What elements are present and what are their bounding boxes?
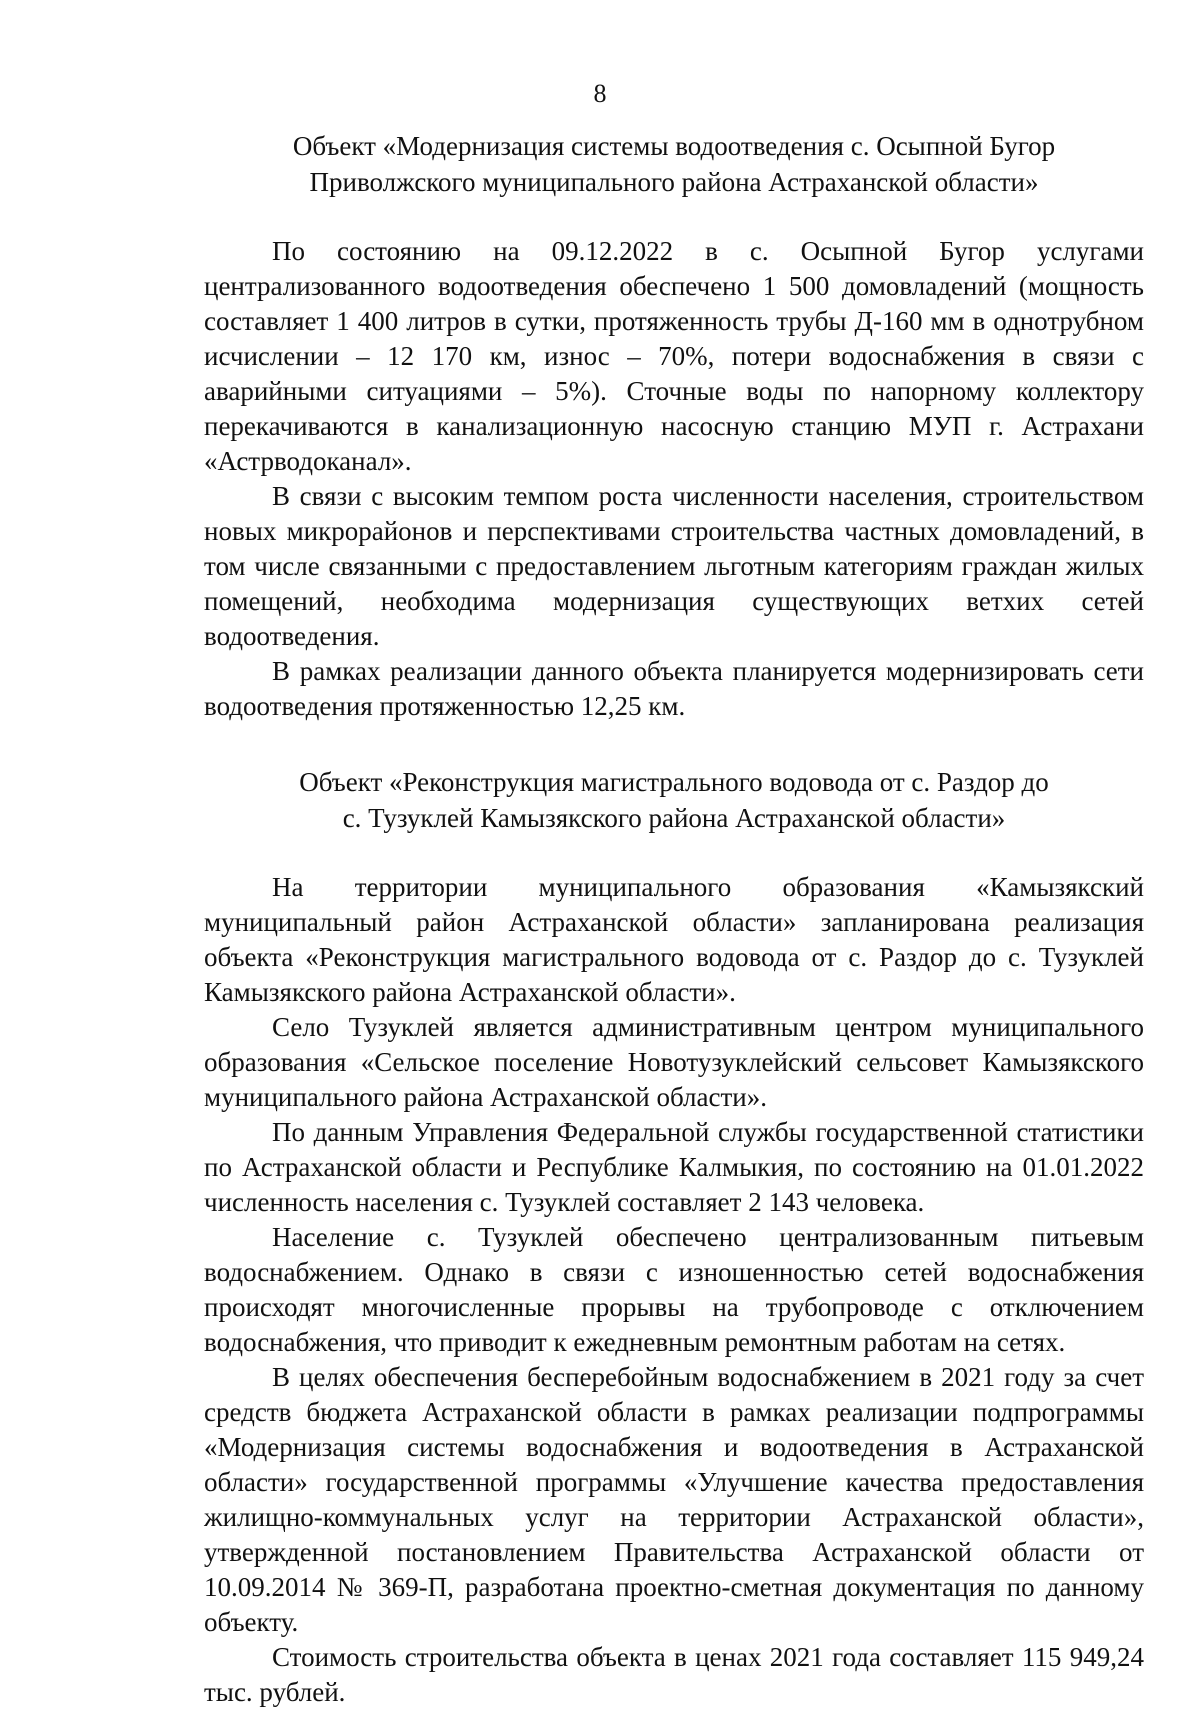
- paragraph: По состоянию на 09.12.2022 в с. Осыпной Бугор услугами централизованного водоотведения обеспечено 1 500 домовладений (мощность составляет 1 400 литров в сутки, протяженность трубы Д-160 мм в однотрубном исчислении – 12 170 км, износ – 70%, потери водоснабжения в связи с аварийными ситуациями – 5%). Сточные воды по напорному коллектору перекачиваются в канализационную насосную станцию МУП г. Астрахани «Астрводоканал».: [204, 236, 1144, 476]
- page-number: 8: [593, 79, 607, 108]
- paragraph: Стоимость строительства объекта в ценах 2021 года составляет 115 949,24 тыс. рублей.: [204, 1642, 1144, 1707]
- section-heading-line: Объект «Реконструкция магистрального водовода от с. Раздор до: [299, 767, 1049, 797]
- section-heading: [204, 128, 1144, 200]
- paragraph: Село Тузуклей является административным центром муниципального образования «Сельское поселение Новотузуклейский сельсовет Камызякского муниципального района Астраханской области».: [204, 1012, 1144, 1112]
- section-heading: [204, 764, 1144, 836]
- section-osypnoy-bugor: [204, 128, 1144, 724]
- paragraph: В целях обеспечения бесперебойным водоснабжением в 2021 году за счет средств бюджета Астраханской области в рамках реализации подпрограммы «Модернизация системы водоснабжения и водоотведения в Астраханской области» государственной программы «Улучшение качества предоставления жилищно-коммунальных услуг на территории Астраханской области», утвержденной постановлением Правительства Астраханской области от 10.09.2014 № 369-П, разработана проектно-сметная документация по данному объекту.: [204, 1362, 1144, 1637]
- paragraph: На территории муниципального образования «Камызякский муниципальный район Астраханской области» запланирована реализация объекта «Реконструкция магистрального водовода от с. Раздор до с. Тузуклей Камызякского района Астраханской области».: [204, 872, 1144, 1007]
- document-body: [204, 128, 1144, 1710]
- paragraph: В связи с высоким темпом роста численности населения, строительством новых микрорайонов и перспективами строительства частных домовладений, в том числе связанными с предоставлением льготным категориям граждан жилых помещений, необходима модернизация существующих ветхих сетей водоотведения.: [204, 481, 1144, 651]
- section-heading-line: Приволжского муниципального района Астраханской области»: [309, 167, 1039, 197]
- section-razdor-tuzukley: [204, 764, 1144, 1710]
- paragraph: В рамках реализации данного объекта планируется модернизировать сети водоотведения протяженностью 12,25 км.: [204, 656, 1144, 721]
- paragraph: Население с. Тузуклей обеспечено централизованным питьевым водоснабжением. Однако в связи с изношенностью сетей водоснабжения происходят многочисленные прорывы на трубопроводе с отключением водоснабжения, что приводит к ежедневным ремонтным работам на сетях.: [204, 1222, 1144, 1357]
- section-heading-line: с. Тузуклей Камызякского района Астраханской области»: [342, 803, 1006, 833]
- section-heading-line: Объект «Модернизация системы водоотведения с. Осыпной Бугор: [292, 131, 1056, 161]
- paragraph: По данным Управления Федеральной службы государственной статистики по Астраханской области и Республике Калмыкия, по состоянию на 01.01.2022 численность населения с. Тузуклей составляет 2 143 человека.: [204, 1117, 1144, 1217]
